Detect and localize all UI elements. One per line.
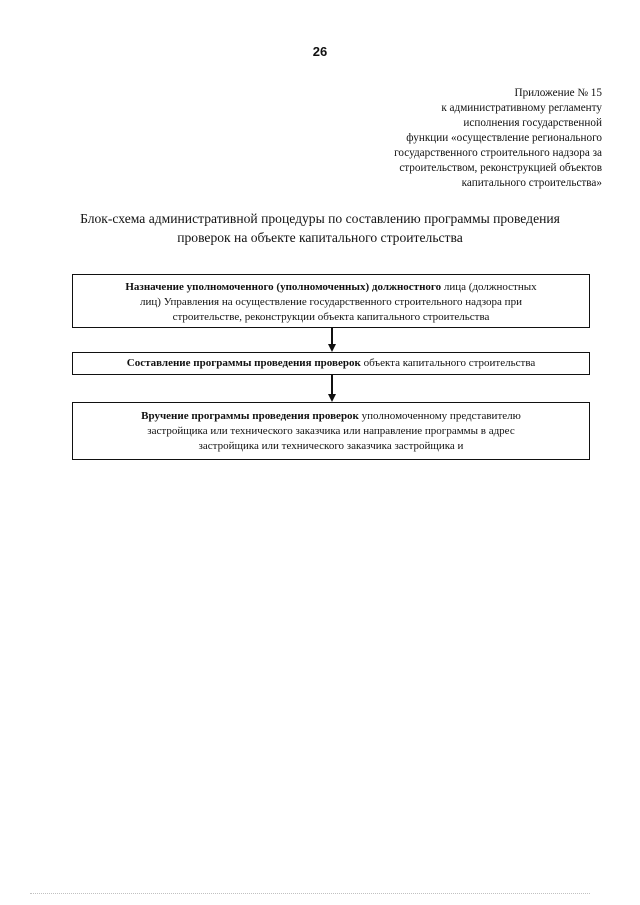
flow-step-line: застройщика или технического заказчика или направление программы в адрес xyxy=(147,425,515,437)
appendix-line: государственного строительного надзора за xyxy=(394,147,602,159)
appendix-line: исполнения государственной xyxy=(463,117,602,129)
flow-step-bold-text: Составление программы проведения проверок xyxy=(126,357,361,369)
flow-step-program-compilation xyxy=(72,352,590,375)
appendix-line: строительством, реконструкцией объектов xyxy=(399,162,602,174)
flow-step-line xyxy=(73,409,589,424)
flow-step-text: уполномоченному представителю xyxy=(358,410,521,422)
flow-step-program-delivery xyxy=(72,402,590,460)
appendix-line: к административному регламенту xyxy=(441,102,602,114)
document-title xyxy=(40,209,600,247)
flow-step-line: лиц) Управления на осуществление государственного строительного надзора при xyxy=(140,296,522,308)
flow-arrow-head xyxy=(328,394,336,402)
appendix-line: капитального строительства» xyxy=(461,177,602,189)
flow-step-text: лица (должностных xyxy=(441,281,537,293)
title-line: Блок-схема административной процедуры по составлению программы проведения xyxy=(80,211,560,226)
page-number: 26 xyxy=(312,44,328,59)
flow-step-appointment xyxy=(72,274,590,328)
flow-step-line xyxy=(73,280,589,295)
flow-step-bold-text: Назначение уполномоченного (уполномоченных) должностного xyxy=(125,281,442,293)
appendix-header xyxy=(302,86,602,191)
flow-arrow-head xyxy=(328,344,336,352)
flow-arrow-shaft xyxy=(331,328,333,344)
flow-step-bold-text: Вручение программы проведения проверок xyxy=(141,410,359,422)
appendix-line: Приложение № 15 xyxy=(514,87,602,99)
flow-step-line xyxy=(73,356,589,371)
appendix-line: функции «осуществление регионального xyxy=(406,132,602,144)
flow-step-line: застройщика или технического заказчика застройщика и xyxy=(198,440,464,452)
scan-edge-artifact xyxy=(30,893,590,895)
flow-arrow-shaft xyxy=(331,375,333,394)
title-line: проверок на объекте капитального строительства xyxy=(177,230,463,245)
flow-step-line: строительстве, реконструкции объекта капитального строительства xyxy=(172,311,490,323)
flow-step-text: объекта капитального строительства xyxy=(360,357,536,369)
